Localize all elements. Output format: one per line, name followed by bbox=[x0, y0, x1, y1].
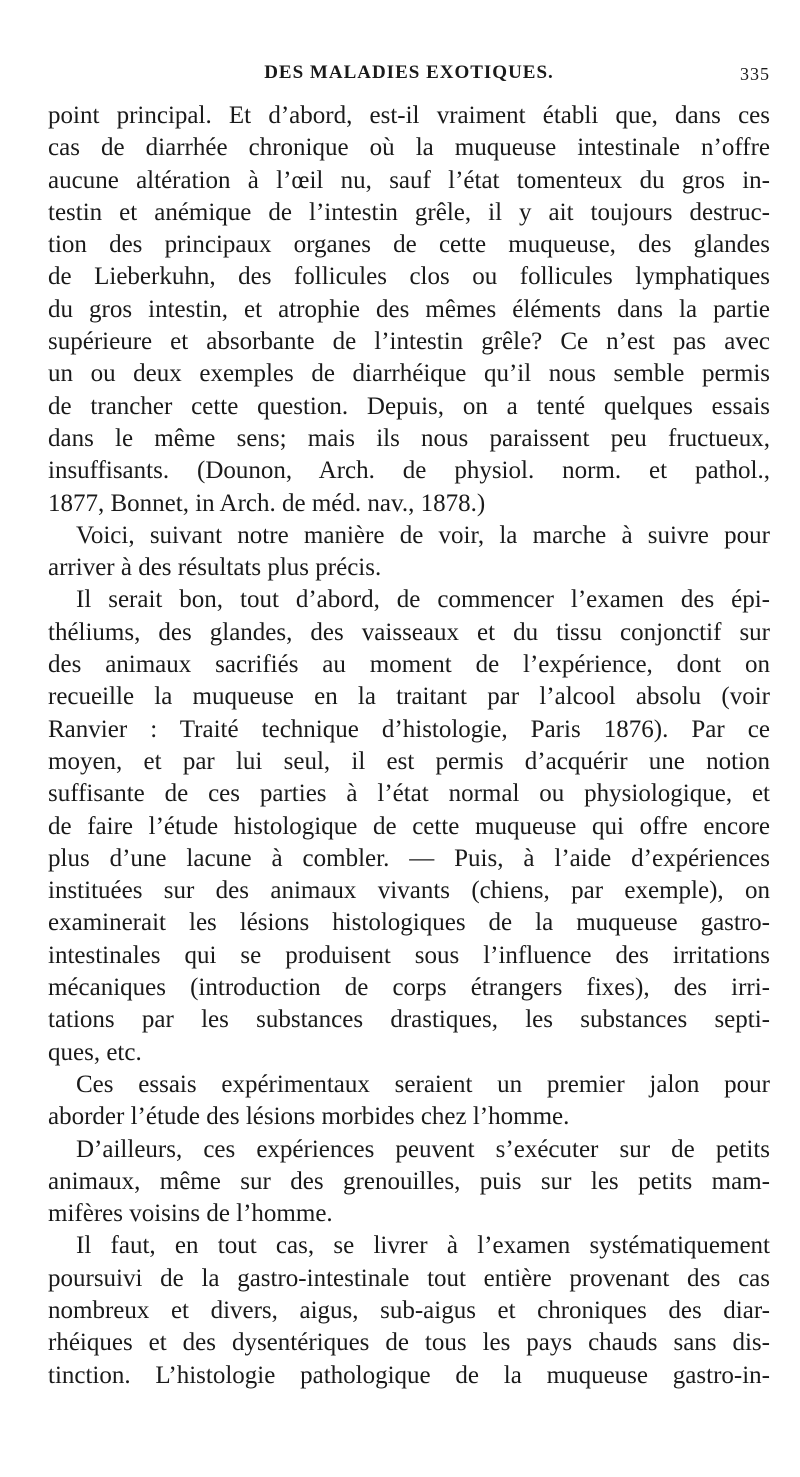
text-line: instituées sur des animaux vivants (chiens, par exemple), on bbox=[48, 877, 770, 905]
text-line: D’ailleurs, ces expériences peuvent s’exécuter sur de petits bbox=[76, 1135, 770, 1163]
text-line: Ranvier : Traité technique d’histologie, Paris 1876). Par ce bbox=[48, 715, 770, 743]
running-title: DES MALADIES EXOTIQUES. bbox=[264, 62, 554, 83]
page-number: 335 bbox=[740, 64, 770, 84]
text-line: poursuivi de la gastro-intestinale tout entière provenant des cas bbox=[48, 1264, 770, 1292]
text-line: testin et anémique de l’intestin grêle, il y ait toujours destruc- bbox=[48, 198, 770, 226]
text-line: rhéiques et des dysentériques de tous les pays chauds sans dis- bbox=[48, 1329, 770, 1357]
text-line: suffisante de ces parties à l’état normal ou physiologique, et bbox=[48, 780, 770, 808]
text-line: des animaux sacrifiés au moment de l’expérience, dont on bbox=[48, 651, 770, 679]
text-line: cas de diarrhée chronique où la muqueuse intestinale n’offre bbox=[48, 134, 770, 162]
text-line: Il serait bon, tout d’abord, de commencer l’examen des épi- bbox=[76, 586, 770, 614]
text-line: de Lieberkuhn, des follicules clos ou follicules lymphatiques bbox=[48, 263, 770, 291]
text-line: tion des principaux organes de cette muqueuse, des glandes bbox=[48, 231, 770, 259]
text-line: tations par les substances drastiques, les substances septi- bbox=[48, 1006, 770, 1034]
text-line: 1877, Bonnet, in Arch. de méd. nav., 1878.) bbox=[48, 489, 486, 517]
text-line: un ou deux exemples de diarrhéique qu’il nous semble permis bbox=[48, 360, 770, 388]
text-line: plus d’une lacune à combler. — Puis, à l’aide d’expériences bbox=[48, 844, 770, 872]
running-head bbox=[48, 62, 770, 92]
text-line: examinerait les lésions histologiques de la muqueuse gastro- bbox=[48, 909, 770, 937]
text-line: ques, etc. bbox=[48, 1038, 142, 1066]
text-line: point principal. Et d’abord, est-il vraiment établi que, dans ces bbox=[48, 102, 770, 129]
text-line: dans le même sens; mais ils nous paraissent peu fructueux, bbox=[48, 424, 770, 452]
text-line: aucune altération à l’œil nu, sauf l’état tomenteux du gros in- bbox=[48, 166, 770, 194]
text-line: recueille la muqueuse en la traitant par l’alcool absolu (voir bbox=[48, 683, 770, 711]
text-line: intestinales qui se produisent sous l’influence des irritations bbox=[48, 941, 770, 969]
text-line: Voici, suivant notre manière de voir, la marche à suivre pour bbox=[76, 521, 770, 549]
text-line: tinction. L’histologie pathologique de la muqueuse gastro-in- bbox=[48, 1361, 770, 1389]
text-line: animaux, même sur des grenouilles, puis sur les petits mam- bbox=[48, 1167, 770, 1195]
text-line: Ces essais expérimentaux seraient un premier jalon pour bbox=[76, 1070, 770, 1098]
text-line: théliums, des glandes, des vaisseaux et du tissu conjonctif sur bbox=[48, 618, 770, 646]
text-line: Il faut, en tout cas, se livrer à l’examen systématiquement bbox=[76, 1232, 770, 1260]
body-text bbox=[48, 100, 770, 1392]
text-line: moyen, et par lui seul, il est permis d’acquérir une notion bbox=[48, 747, 770, 775]
text-line: mifères voisins de l’homme. bbox=[48, 1200, 333, 1228]
text-line: supérieure et absorbante de l’intestin grêle? Ce n’est pas avec bbox=[48, 328, 770, 356]
text-line: arriver à des résultats plus précis. bbox=[48, 554, 382, 582]
text-line: de trancher cette question. Depuis, on a tenté quelques essais bbox=[48, 392, 770, 420]
text-line: nombreux et divers, aigus, sub-aigus et chroniques des diar- bbox=[48, 1296, 770, 1324]
text-line: mécaniques (introduction de corps étrangers fixes), des irri- bbox=[48, 974, 770, 1002]
text-line: du gros intestin, et atrophie des mêmes éléments dans la partie bbox=[48, 295, 770, 323]
text-line: aborder l’étude des lésions morbides chez l’homme. bbox=[48, 1103, 570, 1131]
text-line: insuffisants. (Dounon, Arch. de physiol. norm. et pathol., bbox=[48, 457, 770, 485]
text-line: de faire l’étude histologique de cette muqueuse qui offre encore bbox=[48, 812, 770, 840]
